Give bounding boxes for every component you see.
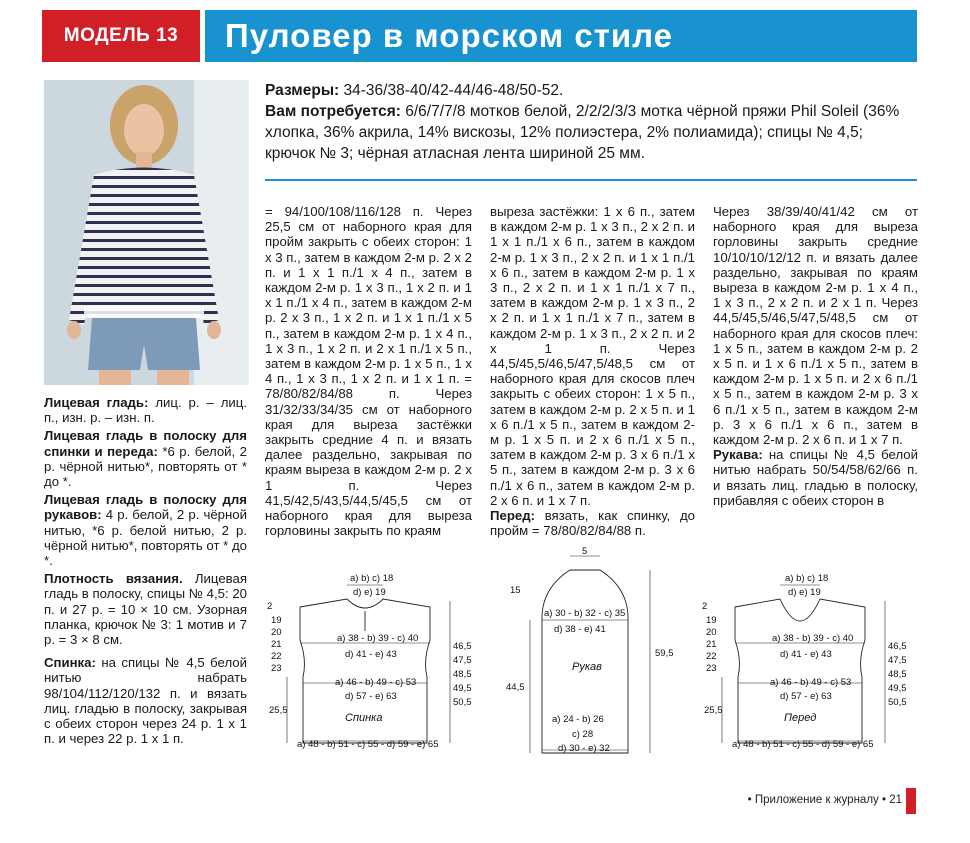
back-top-label: a) b) c) 18 [350,573,394,584]
sleeve-top: 5 [582,546,588,557]
front-waist-2: d) 57 - e) 63 [780,691,832,702]
back-dim: 23 [271,663,282,674]
back-dim: 2 [267,601,273,612]
stitch-note: Лицевая гладь: лиц. р. – лиц. п., изн. р. – изн. п. [44,395,247,426]
sleeve-low-3: d) 30 - e) 32 [558,743,610,754]
front-height: 46,5 [888,641,907,652]
page-title: Пуловер в морском стиле [205,10,917,62]
text-column-2 [490,204,695,538]
front-dim: 2 [702,601,708,612]
front-top-label-2: d) e) 19 [788,587,821,598]
front-name: Перед [784,712,817,724]
gauge-note: Плотность вязания. Лицевая гладь в полоску, спицы № 4,5: 20 п. и 27 р. = 10 × 10 см. Узорная планка, крючок № 3: 1 мотив и 7 р. = 3 × 8 см. [44,571,247,648]
stitch-note: Лицевая гладь в полоску для рукавов: 4 р. белой, 2 р. чёрной нитью, *6 р. белой нитью, 2 р. чёрной нитью*, повторять от * до *. [44,492,247,569]
back-waist-2: d) 57 - e) 63 [345,691,397,702]
front-schematic [700,565,910,765]
front-dim: 21 [706,639,717,650]
back-left-height: 25,5 [269,705,288,716]
sleeve-upper-2: d) 38 - e) 41 [554,624,606,635]
sleeve-cap: 15 [510,585,521,596]
model-photo [44,80,249,385]
front-dim: 22 [706,651,717,662]
sleeve-instructions: Рукава: на спицы № 4,5 белой нитью набрать 50/54/58/62/66 п. и вязать лиц. гладью в полоску, прибавляя с обеих сторон в [713,447,918,508]
model-number-badge: МОДЕЛЬ 13 [42,10,200,62]
sleeve-upper-1: a) 30 - b) 32 - c) 35 [544,608,626,619]
sleeve-height-right: 59,5 [655,648,674,659]
intro-block [265,80,915,164]
front-instructions-cont: Через 38/39/40/41/42 см от наборного края для выреза горловины закрыть средние 10/10/10/12/12 п. и вязать далее раздельно, закрывая по краям выреза в каждом 2-м р. 1 х 4 п., 1 х 3 п., 2 х 2 п. и 2 х 1 п. Через 44,5/45,5/46,5/47,5/48,5 см от наборного края для скосов плеч: 1 х 5 п., затем в каждом 2-м р. 2 х 5 п. и 1 х 6 п./1 х 5 п., затем в каждом 2-м р. 1 х 5 п. и 2 х 6 п./1 х 5 п., затем в каждом 2-м р. 3 х 6 п./1 х 5 п., затем в каждом 2-м р. 3 х 6 п./1 х 6 п., затем в каждом 2-м р. 2 х 6 п. и 1 х 7 п. [713,204,918,448]
back-instructions-cont: = 94/100/108/116/128 п. Через 25,5 см от наборного края для пройм закрыть с обеих сторон: 1 х 3 п., затем в каждом 2-м р. 2 х 2 п. и 1 х 1 п./1 х 4 п., затем в каждом 2-м р. 1 х 3 п., 1 х 2 п. и 1 х 1 п./1 х 4 п., затем в каждом 2-м р. 2 х 3 п., 1 х 2 п. и 1 х 1 п./1 х 5 п., затем в каждом 2-м р. 1 х 4 п., 1 х 3 п., 1 х 2 п. и 2 х 1 п./1 х 5 п., затем в каждом 2-м р. 1 х 5 п., 1 х 4 п., 1 х 3 п., 1 х 2 п. и 1 х 1 п. = 78/80/82/84/88 п. Через 31/32/33/34/35 см от наборного края для выреза застёжки закрыть средние 4 п. и вязать далее раздельно, закрывая по краям выреза в каждом 2-м р. 2 х 1 п. Через 41,5/42,5/43,5/44,5/45,5 см от наборного края для выреза горловины закрыть по краям [265,204,472,539]
back-waist-1: a) 46 - b) 49 - c) 53 [335,677,417,688]
front-height: 48,5 [888,669,907,680]
text-column-1 [265,204,472,538]
page-footer: • Приложение к журналу • 21 [747,794,902,806]
back-dim: 19 [271,615,282,626]
front-bottom: a) 48 - b) 51 - c) 55 - d) 59 - e) 65 [732,739,874,750]
text-column-3 [713,204,918,508]
sleeve-schematic [500,548,690,763]
materials-value: 6/6/7/7/8 мотков белой, 2/2/2/3/3 мотка чёрной пряжи Phil Soleil (36% хлопка, 36% акрила, 14% вискозы, 12% полиэстера, 2% полиамида); спицы № 4,5; крючок № 3; чёрная атласная лента шириной 25 мм. [265,103,900,162]
front-top-label: a) b) c) 18 [785,573,829,584]
back-height: 50,5 [453,697,472,708]
back-height: 49,5 [453,683,472,694]
back-dim: 20 [271,627,282,638]
back-mid-1: a) 38 - b) 39 - c) 40 [337,633,419,644]
sleeve-low-1: a) 24 - b) 26 [552,714,604,725]
front-dim: 20 [706,627,717,638]
front-mid-1: a) 38 - b) 39 - c) 40 [772,633,854,644]
sleeve-low-2: c) 28 [572,729,594,740]
back-height: 48,5 [453,669,472,680]
footer-accent-bar [906,788,916,814]
back-dim: 22 [271,651,282,662]
sleeve-name: Рукав [572,661,602,673]
back-name: Спинка [345,712,383,724]
section-divider [265,179,917,181]
sleeve-height-left: 44,5 [506,682,525,693]
back-bottom: a) 48 - b) 51 - c) 55 - d) 59 - e) 65 [297,739,439,750]
front-height: 47,5 [888,655,907,666]
back-dim: 21 [271,639,282,650]
front-instructions: Перед: вязать, как спинку, до пройм = 78/80/82/84/88 п. [490,508,695,539]
front-height: 49,5 [888,683,907,694]
pattern-notes-column [44,395,247,749]
back-schematic [265,565,475,765]
materials-label: Вам потребуется: [265,103,401,120]
back-height: 46,5 [453,641,472,652]
sizes-value: 34-36/38-40/42-44/46-48/50-52. [339,82,564,99]
back-instructions: Спинка: на спицы № 4,5 белой нитью набрать 98/104/112/120/132 п. и вязать лиц. гладью в полоску, закрывая с обеих сторон через 24 р. 1 х 1 п. и через 22 р. 1 х 1 п. [44,655,247,747]
front-dim: 19 [706,615,717,626]
back-mid-2: d) 41 - e) 43 [345,649,397,660]
front-mid-2: d) 41 - e) 43 [780,649,832,660]
sizes-label: Размеры: [265,82,340,99]
front-left-height: 25,5 [704,705,723,716]
front-height: 50,5 [888,697,907,708]
stitch-note: Лицевая гладь в полоску для спинки и переда: *6 р. белой, 2 р. чёрной нитью*, повторять от * до *. [44,428,247,490]
front-dim: 23 [706,663,717,674]
back-instructions-cont: выреза застёжки: 1 х 6 п., затем в каждом 2-м р. 1 х 3 п., 2 х 2 п. и 1 х 1 п./1 х 6 п., затем в каждом 2-м р. 1 х 3 п., 2 х 2 п. и 1 х 1 п./1 х 6 п., затем в каждом 2-м р. 1 х 3 п., 2 х 2 п. и 1 х 1 п./1 х 7 п., затем в каждом 2-м р. 1 х 3 п., 2 х 2 п. и 1 х 1 п./1 х 7 п., затем в каждом 2-м р. 1 х 3 п., 2 х 2 п. и 2 х 1 п. Через 44,5/45,5/46,5/47,5/48,5 см от наборного края для скосов плеч закрыть с обеих сторон: 1 х 5 п., затем в каждом 2-м р. 2 х 5 п. и 1 х 6 п./1 х 5 п., затем в каждом 2-м р. 1 х 5 п. и 2 х 6 п./1 х 5 п., затем в каждом 2-м р. 3 х 6 п./1 х 5 п., затем в каждом 2-м р. 3 х 6 п./1 х 6 п., затем в каждом 2-м р. 2 х 6 п. и 1 х 7 п. [490,204,695,508]
back-top-label-2: d) e) 19 [353,587,386,598]
back-height: 47,5 [453,655,472,666]
front-waist-1: a) 46 - b) 49 - c) 53 [770,677,852,688]
